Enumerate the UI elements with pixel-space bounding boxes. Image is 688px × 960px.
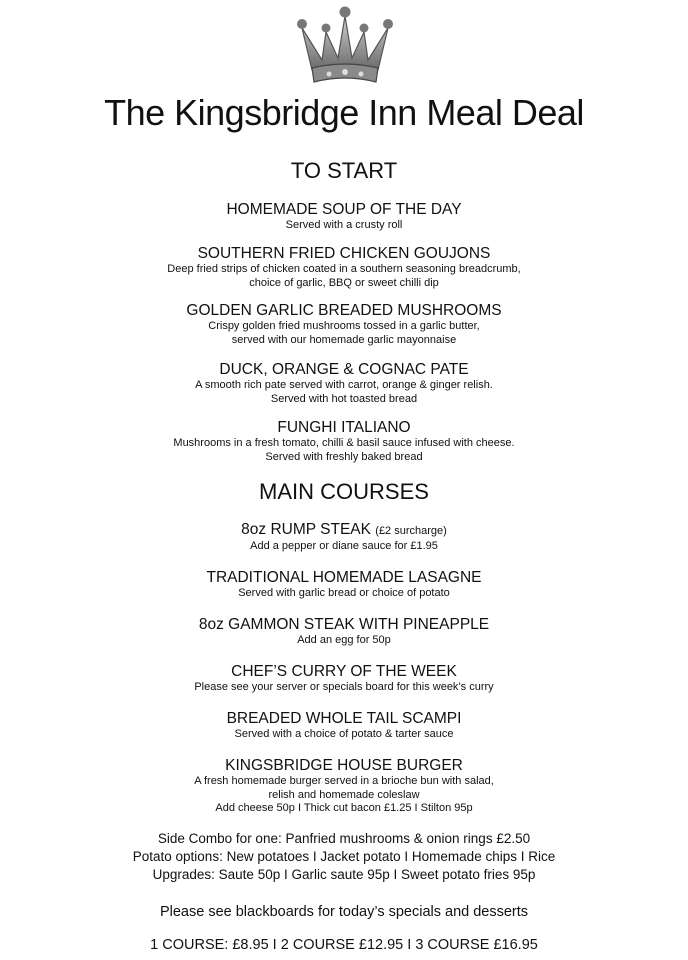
item-name: DUCK, ORANGE & COGNAC PATE [219,361,469,378]
blackboard-note: Please see blackboards for today’s specials and desserts [159,904,529,920]
upgrades: Upgrades: Saute 50p I Garlic saute 95p I Sweet potato fries 95p [152,867,536,882]
item-name: FUNGHI ITALIANO [277,419,411,436]
item-desc: Served with a crusty roll [285,219,403,231]
menu-title: The Kingsbridge Inn Meal Deal [104,92,584,133]
item-name: TRADITIONAL HOMEMADE LASAGNE [206,569,482,586]
mains-heading: MAIN COURSES [259,479,429,504]
item-name: CHEF’S CURRY OF THE WEEK [231,663,457,680]
starter-item [0,361,688,406]
item-desc: served with our homemade garlic mayonnaise [231,333,457,346]
starters-heading: TO START [290,158,398,183]
item-desc: Served with hot toasted bread [270,392,418,405]
main-item [0,616,688,648]
starter-item [0,201,688,233]
item-desc: A smooth rich pate served with carrot, orange & ginger relish. [195,379,493,391]
item-desc: Mushrooms in a fresh tomato, chilli & basil sauce infused with cheese. [173,437,515,449]
item-desc: Add cheese 50p I Thick cut bacon £1.25 I Stilton 95p [215,802,473,814]
item-name: 8oz RUMP STEAK [241,521,371,538]
item-name: 8oz GAMMON STEAK WITH PINEAPPLE [198,616,490,633]
item-name: GOLDEN GARLIC BREADED MUSHROOMS [186,302,502,319]
main-item [0,521,688,554]
potato-options: Potato options: New potatoes I Jacket potato I Homemade chips I Rice [132,849,556,864]
starter-item [0,302,688,347]
crown-icon [296,2,394,88]
item-desc: Served with freshly baked bread [265,450,423,463]
item-desc: Please see your server or specials board for this week’s curry [194,681,494,693]
item-desc: Deep fried strips of chicken coated in a southern seasoning breadcrumb, [167,263,521,275]
item-name: KINGSBRIDGE HOUSE BURGER [225,757,463,774]
main-item [0,710,688,742]
extras-block [0,830,688,884]
item-desc: Served with garlic bread or choice of potato [238,587,450,599]
main-item [0,757,688,816]
side-combo: Side Combo for one: Panfried mushrooms & onion rings £2.50 [157,831,531,846]
item-desc: relish and homemade coleslaw [268,788,420,801]
starter-item [0,419,688,464]
item-desc: Crispy golden fried mushrooms tossed in a garlic butter, [208,320,480,332]
item-name: HOMEMADE SOUP OF THE DAY [226,201,462,218]
item-name: BREADED WHOLE TAIL SCAMPI [226,710,462,727]
item-desc: Add an egg for 50p [297,634,391,646]
main-item [0,663,688,695]
starter-item [0,245,688,290]
main-item [0,569,688,601]
course-pricing: 1 COURSE: £8.95 I 2 COURSE £12.95 I 3 COURSE £16.95 [150,937,538,953]
item-name: SOUTHERN FRIED CHICKEN GOUJONS [197,245,491,262]
item-desc: A fresh homemade burger served in a brioche bun with salad, [194,775,494,787]
item-desc: Served with a choice of potato & tarter sauce [234,728,454,740]
surcharge-note: (£2 surcharge) [375,525,447,537]
item-desc: Add a pepper or diane sauce for £1.95 [250,540,438,552]
item-desc: choice of garlic, BBQ or sweet chilli dip [249,276,439,289]
